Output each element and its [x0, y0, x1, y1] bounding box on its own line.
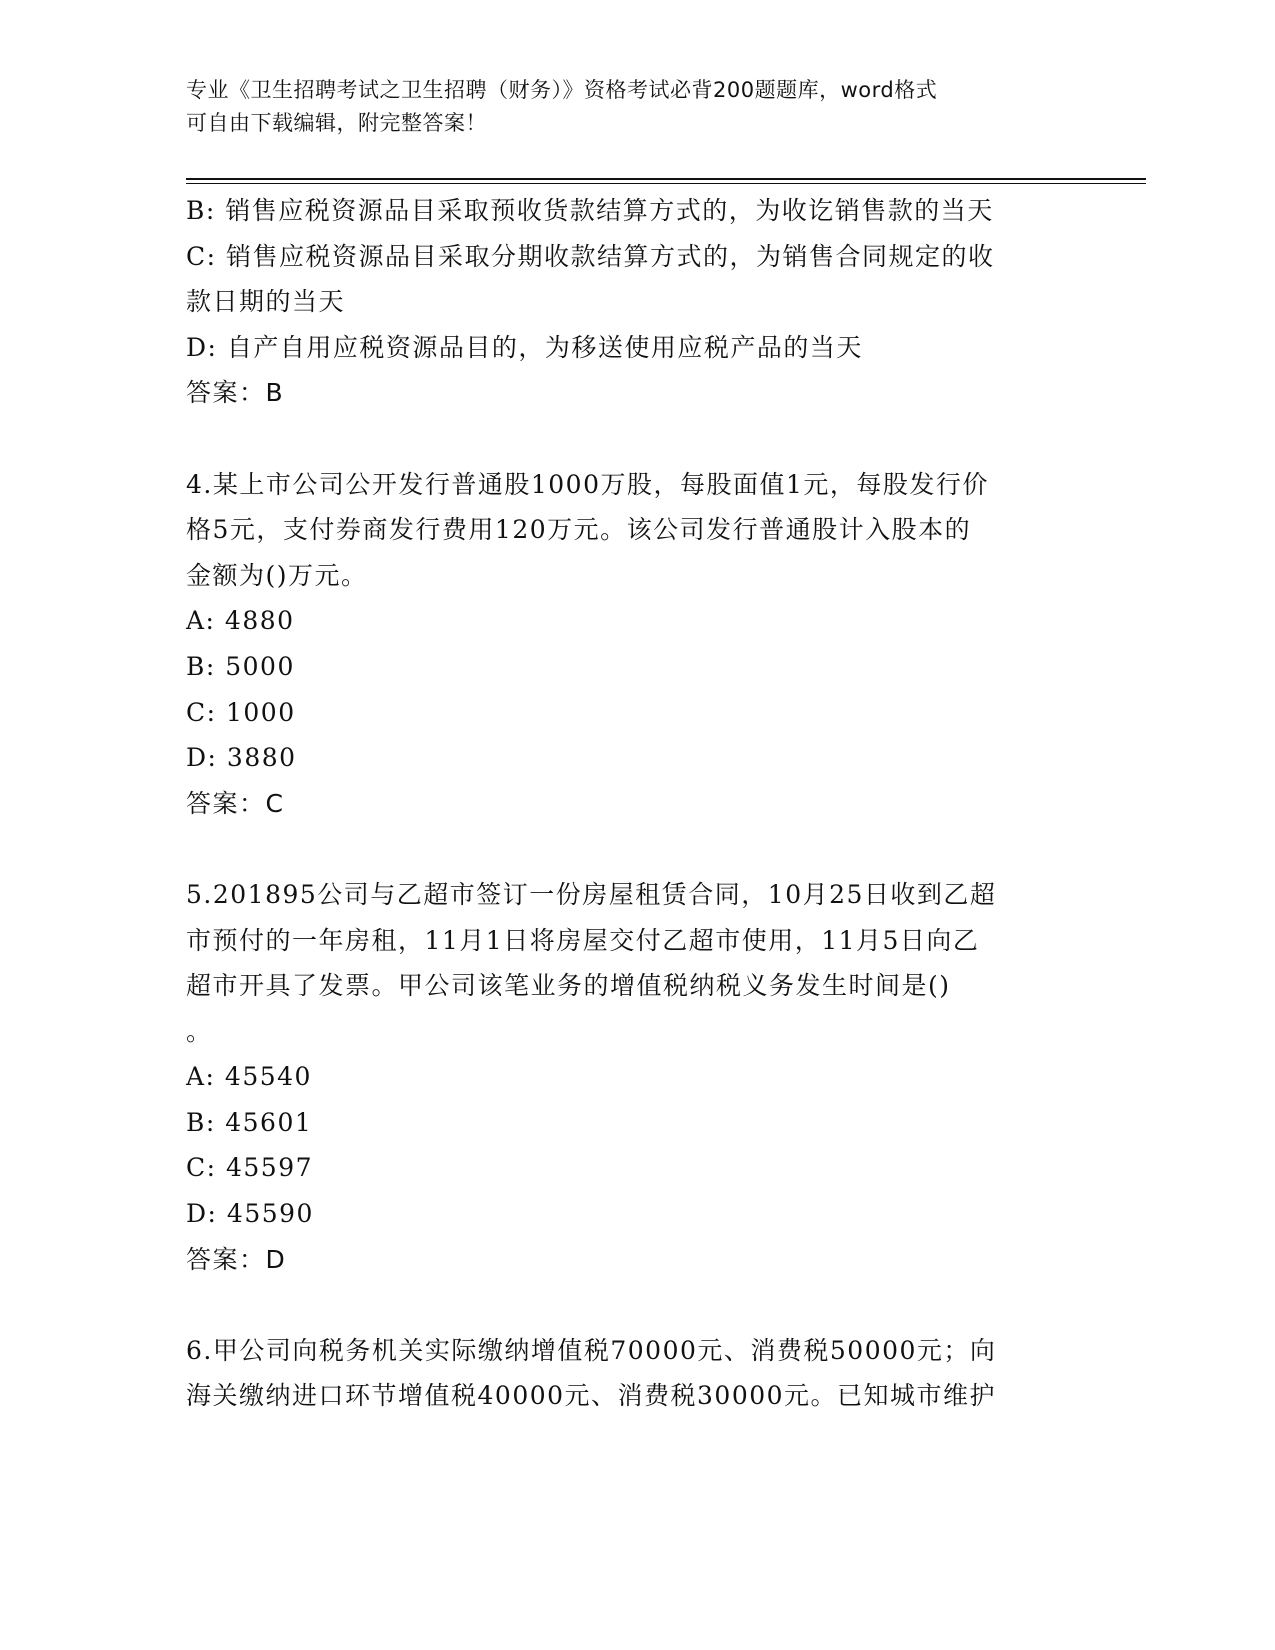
option-d: D: 45590: [186, 1199, 314, 1229]
document-header: [186, 74, 1066, 140]
question-3-tail: [186, 188, 1066, 416]
option-d: D: 自产自用应税资源品目的，为移送使用应税产品的当天: [186, 332, 863, 362]
spacer: [186, 416, 1066, 462]
question-stem: 海关缴纳进口环节增值税40000元、消费税30000元。已知城市维护: [186, 1381, 997, 1411]
spacer: [186, 1282, 1066, 1328]
header-divider-thin: [186, 183, 1146, 184]
question-stem: 格5元，支付券商发行费用120万元。该公司发行普通股计入股本的: [186, 515, 972, 545]
question-stem: 5.201895公司与乙超市签订一份房屋租赁合同，10月25日收到乙超: [186, 879, 997, 909]
question-stem: 市预付的一年房租，11月1日将房屋交付乙超市使用，11月5日向乙: [186, 925, 980, 955]
option-b: B: 销售应税资源品目采取预收货款结算方式的，为收讫销售款的当天: [186, 196, 994, 225]
option-b: B: 5000: [186, 651, 295, 681]
header-divider-thick: [186, 178, 1146, 180]
option-b: B: 45601: [186, 1107, 313, 1137]
question-stem: 4.某上市公司公开发行普通股1000万股，每股面值1元，每股发行价: [186, 469, 989, 499]
header-line-2: 可自由下载编辑，附完整答案！: [186, 111, 487, 135]
question-stem: 6.甲公司向税务机关实际缴纳增值税70000元、消费税50000元；向: [186, 1335, 997, 1365]
answer: 答案：B: [186, 378, 285, 408]
option-c: C: 1000: [186, 697, 296, 727]
spacer: [186, 826, 1066, 872]
question-4: [186, 462, 1066, 827]
question-5: [186, 872, 1066, 1282]
answer: 答案：C: [186, 788, 285, 818]
option-c: C: 45597: [186, 1153, 314, 1183]
option-c-continued: 款日期的当天: [186, 287, 346, 317]
option-a: A: 4880: [186, 606, 295, 636]
question-6: [186, 1328, 1066, 1419]
option-c: C: 销售应税资源品目采取分期收款结算方式的，为销售合同规定的收: [186, 241, 995, 271]
option-d: D: 3880: [186, 743, 297, 773]
question-stem: 。: [186, 1016, 213, 1046]
option-a: A: 45540: [186, 1062, 312, 1092]
document-body: [186, 188, 1066, 1419]
question-stem: 超市开具了发票。甲公司该笔业务的增值税纳税义务发生时间是(): [186, 971, 951, 1001]
question-stem: 金额为()万元。: [186, 560, 368, 590]
header-line-1: 专业《卫生招聘考试之卫生招聘（财务）》资格考试必背200题题库，word格式: [186, 78, 938, 102]
answer: 答案：D: [186, 1244, 287, 1274]
